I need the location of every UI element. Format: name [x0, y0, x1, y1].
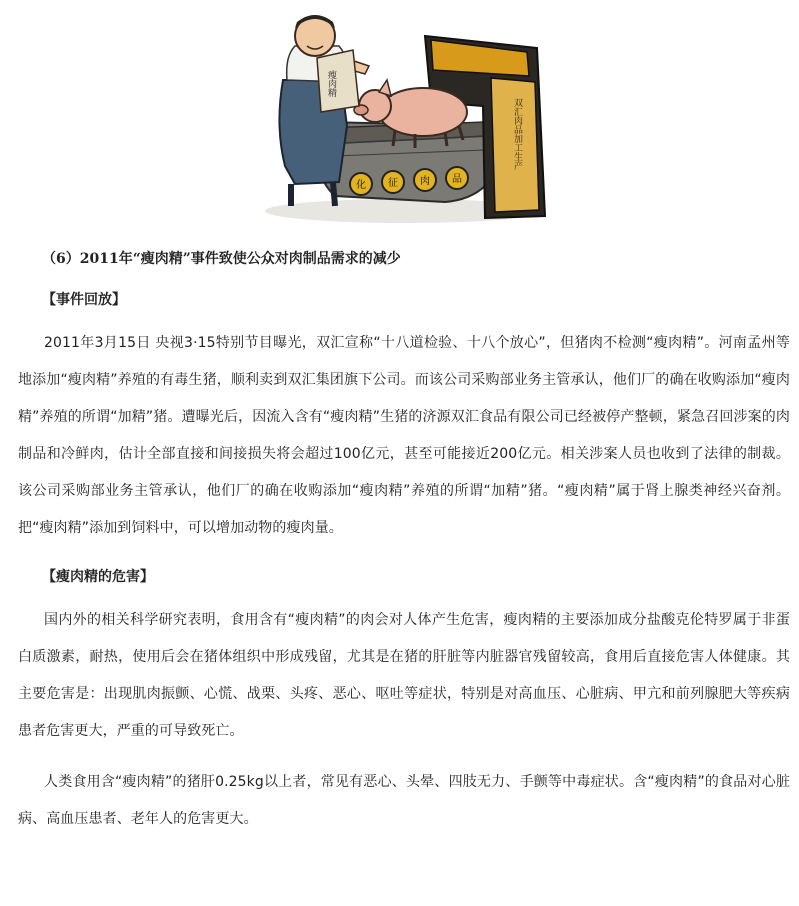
- section-heading-hazards: 【瘦肉精的危害】: [42, 569, 154, 585]
- hazards-paragraph-1: 国内外的相关科学研究表明，食用含有“瘦肉精”的肉会对人体产生危害，瘦肉精的主要添加成分盐酸克伦特罗属于非蛋白质激素，耐热，使用后会在猪体组织中形成残留，尤其是在猪的肝脏等内脏器官残留较高，食用后直接危害人体健康。其主要危害是：出现肌肉振颤、心慌、战栗、头疼、恶心、呕吐等症状，特别是对高血压、心脏病、甲亢和前列腺肥大等疾病患者危害更大，严重的可导致死亡。: [18, 612, 790, 739]
- belt-disc-3: 肉: [420, 176, 430, 187]
- bag-label: 瘦肉精: [326, 70, 336, 97]
- section-heading-event-replay: 【事件回放】: [42, 292, 126, 308]
- article-body: [18, 240, 790, 838]
- cartoon-illustration: [255, 6, 550, 228]
- event-replay-paragraph: 2011年3月15日 央视3·15特别节目曝光，双汇宣称“十八道检验、十八个放心”，但猪肉不检测“瘦肉精”。河南孟州等地添加“瘦肉精”养殖的有毒生猪，顺利卖到双汇集团旗下公司。而该公司采购部业务主管承认，他们厂的确在收购添加“瘦肉精”养殖的所谓“加精”猪。遭曝光后，因流入含有“瘦肉精”生猪的济源双汇食品有限公司已经被停产整顿，紧急召回涉案的肉制品和冷鲜肉，估计全部直接和间接损失将会超过100亿元，甚至可能接近200亿元。相关涉案人员也收到了法律的制裁。该公司采购部业务主管承认，他们厂的确在收购添加“瘦肉精”养殖的所谓“加精”猪。“瘦肉精”属于肾上腺类神经兴奋剂。把“瘦肉精”添加到饲料中，可以增加动物的瘦肉量。: [18, 335, 790, 536]
- machine-label: 双汇肉品加工生产: [512, 98, 522, 170]
- article-title: （6）2011年“瘦肉精”事件致使公众对肉制品需求的减少: [42, 251, 401, 267]
- belt-disc-4: 品: [452, 174, 462, 185]
- hazards-paragraph-2: 人类食用含“瘦肉精”的猪肝0.25kg以上者，常见有恶心、头晕、四肢无力、手颤等中毒症状。含“瘦肉精”的食品对心脏病、高血压患者、老年人的危害更大。: [18, 774, 790, 827]
- belt-disc-1: 化: [356, 180, 366, 191]
- belt-disc-2: 征: [388, 178, 398, 189]
